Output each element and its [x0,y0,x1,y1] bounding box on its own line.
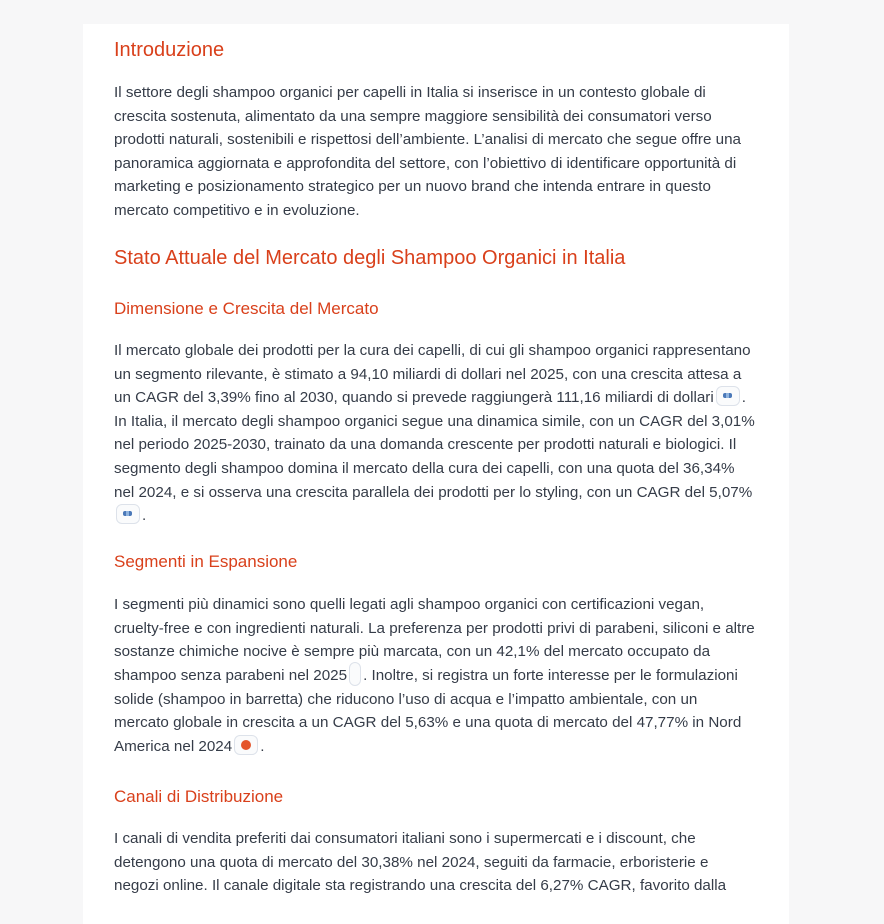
heading-stato-attuale: Stato Attuale del Mercato degli Shampoo Organici in Italia [114,247,626,269]
paragraph-text: . In Italia, il mercato degli shampoo organici segue una dinamica simile, con un CAGR del 3,01% nel periodo 2025-2030, trainato da una domanda crescente per prodotti naturali e biologici. Il segmento degli shampoo domina il mercato della cura dei capelli, con una quota del 36,34% nel 2024, e si osserva una crescita parallela dei prodotti per lo styling, con un CAGR del 5,07% [114,389,755,501]
paragraph-text: . Inoltre, si registra un forte interesse per le formulazioni solide (shampoo in barretta) che riducono l’uso di acqua e l’impatto ambientale, con un mercato globale in crescita a un CAGR del 5,63% e una quota di mercato del 47,77% in Nord America nel 2024 [114,666,742,755]
paragraph-segmenti-espansione [114,593,756,759]
citation-blank-icon[interactable] [349,662,361,686]
heading-introduzione: Introduzione [114,39,225,61]
heading-segmenti-espansione: Segmenti in Espansione [114,552,298,571]
paragraph-text: . [142,507,147,525]
paragraph-canali-distribuzione: I canali di vendita preferiti dai consumatori italiani sono i supermercati e i discount, che detengono una quota di mercato del 30,38% nel 2024, seguiti da farmacie, erboristerie e negozi online. Il canale digitale sta registrando una crescita del 6,27% CAGR, favorito dalla [114,830,727,895]
heading-canali-distribuzione: Canali di Distribuzione [114,787,284,806]
article-page [83,24,789,924]
paragraph-text: I segmenti più dinamici sono quelli legati agli shampoo organici con certificazioni vegan, cruelty-free e con ingredienti naturali. La preferenza per prodotti privi di parabeni, siliconi e altre sostanze chimiche nocive è sempre più marcata, con un 42,1% del mercato occupato da shampoo senza parabeni nel 2025 [114,596,755,684]
citation-red-icon[interactable] [234,735,258,755]
paragraph-introduzione: Il settore degli shampoo organici per capelli in Italia si inserisce in un contesto globale di crescita sostenuta, alimentato da una sempre maggiore sensibilità dei consumatori verso prodotti naturali, sostenibili e rispettosi dell’ambiente. L’analisi di mercato che segue offre una panoramica aggiornata e approfondita del settore, con l’obiettivo di identificare opportunità di marketing e posizionamento strategico per un nuovo brand che intenda entrare in questo mercato competitivo e in evoluzione. [114,84,741,219]
paragraph-text: . [260,737,265,755]
paragraph-dimensione-crescita [114,339,756,528]
citation-chart-icon[interactable] [716,386,740,406]
paragraph-text: Il mercato globale dei prodotti per la cura dei capelli, di cui gli shampoo organici rappresentano un segmento rilevante, è stimato a 94,10 miliardi di dollari nel 2025, con una crescita attesa a un CAGR del 3,39% fino al 2030, quando si prevede raggiungerà 111,16 miliardi di dollari [114,342,751,407]
heading-dimensione-crescita: Dimensione e Crescita del Mercato [114,299,379,318]
citation-chart-icon[interactable] [116,504,140,524]
